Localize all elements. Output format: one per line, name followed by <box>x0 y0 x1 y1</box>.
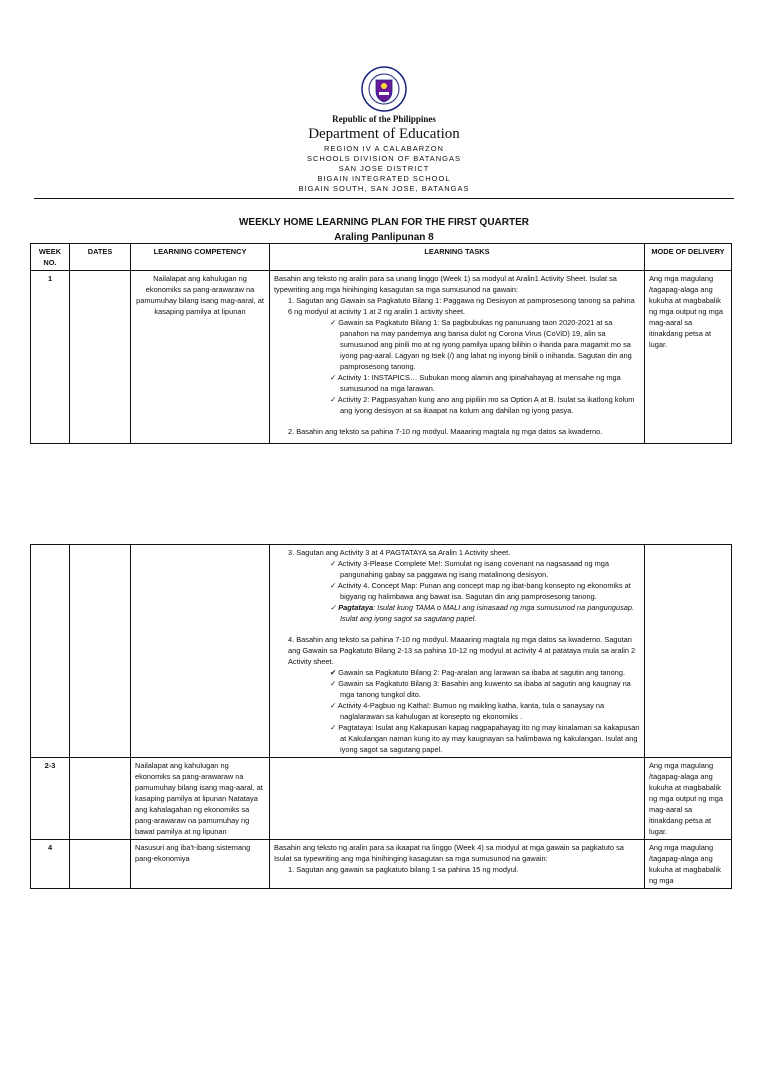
tasks-cell <box>270 271 645 444</box>
table-row <box>31 271 732 444</box>
subject-title: Araling Panlipunan 8 <box>334 232 434 243</box>
mode-cell: Ang mga magulang /tagapag-alaga ang kukuha at magbabalik ng mga output ng mga mag-aaral sa itinakdang petsa at lugar. <box>645 271 732 444</box>
department-name: Department of Education <box>308 126 460 142</box>
task-subitem: ✓ Pagtataya: Isulat kung TAMA o MALI ang isinasaad ng mga sumusunod na pangungusap. Isulat ang iyong sagot sa sagutang papel. <box>330 603 635 623</box>
header-divider <box>34 198 734 199</box>
mode-cell <box>645 545 732 758</box>
mode-cell: Ang mga magulang /tagapag-alaga ang kukuha at magbabalik ng mga <box>645 840 732 889</box>
week-cell: 1 <box>31 271 70 444</box>
page-gap <box>0 444 768 544</box>
col-tasks: LEARNING TASKS <box>270 244 645 271</box>
table-row <box>31 545 732 758</box>
week-cell: 4 <box>31 840 70 889</box>
learning-plan-table-2 <box>30 544 732 889</box>
table-header-row <box>31 244 732 271</box>
dates-cell <box>70 271 131 444</box>
task-intro: Basahin ang teksto ng aralin para sa ikaapat na linggo (Week 4) sa modyul at mga gawain sa pagkatuto sa Isulat sa typewriting ang mga hinihinging kasagutan sa mga sumusunod na gawain: <box>274 843 624 863</box>
learning-plan-table-1 <box>30 243 732 444</box>
tasks-cell <box>270 758 645 840</box>
region-line: REGION IV A CALABARZON <box>324 144 444 153</box>
competency-cell <box>131 545 270 758</box>
competency-cell: Nasusuri ang iba't-ibang sistemang pang-ekonomiya <box>131 840 270 889</box>
week-cell <box>31 545 70 758</box>
division-line: SCHOOLS DIVISION OF BATANGAS <box>307 154 461 163</box>
dates-cell <box>70 545 131 758</box>
task-subitem: ✓ Activity 1: INSTAPICS… Subukan mong alamin ang ipinahahayag at mensahe ng mga sumusunod na mga larawan. <box>330 373 621 393</box>
task-subitem: ✓ Pagtataya: Isulat ang Kakapusan kapag nagpapahayag ito ng may kinalaman sa kakapusan at Kakulangan naman kung ito ay may kaugnayan sa halimbawa ng kakulangan. Isulat ang iyong sagot sa sagutang papel. <box>330 723 640 754</box>
school-line: BIGAIN INTEGRATED SCHOOL <box>317 174 451 183</box>
task-item: 1. Sagutan ang Gawain sa Pagkatuto Bilang 1: Paggawa ng Desisyon at pamprosesong tanong sa pahina 6 ng modyul at activity 1 at 2 ng aralin 1 activity sheet. <box>288 296 635 316</box>
task-subitem: ✓ Activity 2: Pagpasyahan kung ano ang pipiliin mo sa Option A at B. Isulat sa ikatlong kolum ang iyong desisyon at sa ikaapat na kolum ang dahilan ng iyong pasya. <box>330 395 635 415</box>
task-subitem: ✓ Activity 4. Concept Map: Punan ang concept map ng ibat-bang konsepto ng ekonomiks at bigyang ng halimbawa ang bawat isa. Sagutan din ang pamprosesong tanong. <box>330 581 631 601</box>
task-item: 2. Basahin ang teksto sa pahina 7-10 ng modyul. Maaaring magtala ng mga datos sa kwaderno. <box>288 427 603 436</box>
tasks-cell <box>270 840 645 889</box>
col-mode: MODE OF DELIVERY <box>645 244 732 271</box>
task-item: 4. Basahin ang teksto sa pahina 7-10 ng modyul. Maaaring magtala ng mga datos sa kwaderno. Sagutan ang Gawain sa Pagkatuto Bilang 2-13 sa pahina 10-12 ng modyul at activity 4 at patataya mula sa aralin 2 Activity sheet. <box>288 635 636 666</box>
task-subitem: ✔ Gawain sa Pagkatuto Bilang 2: Pag-aralan ang larawan sa ibaba at sagutin ang tanong. <box>330 668 626 677</box>
address-line: BIGAIN SOUTH, SAN JOSE, BATANGAS <box>298 184 470 193</box>
task-subitem: ✓ Gawain sa Pagkatuto Bilang 3: Basahin ang kuwento sa ibaba at sagutin ang kaugnay na mga tanong tungkol dito. <box>330 679 631 699</box>
tasks-cell <box>270 545 645 758</box>
republic-line: Republic of the Philippines <box>332 114 436 124</box>
pagtataya-label: Pagtataya <box>338 603 374 612</box>
table-row <box>31 758 732 840</box>
task-item: 1. Sagutan ang gawain sa pagkatuto bilang 1 sa pahina 15 ng modyul. <box>288 865 519 874</box>
competency-cell: Nailalapat ang kahulugan ng ekonomiks sa pang-arawaraw na pamumuhay bilang isang mag-aaral, at kasaping pamilya at lipunan <box>131 271 270 444</box>
dates-cell <box>70 758 131 840</box>
task-subitem: ✓ Activity 4-Pagbuo ng Katha!: Bumuo ng maikling katha, kanta, tula o sanaysay na naglalarawan sa kahulugan at konsepto ng ekonomiks . <box>330 701 605 721</box>
dates-cell <box>70 840 131 889</box>
table-row <box>31 840 732 889</box>
pagtataya-text: : Isulat kung TAMA o MALI ang isinasaad ng mga sumusunod na pangungusap. Isulat ang iyong sagot sa sagutang papel. <box>340 603 635 623</box>
deped-seal-icon <box>361 66 407 112</box>
task-subitem: ✓ Gawain sa Pagkatuto Bilang 1: Sa pagbubukas ng panuruang taon 2020-2021 at sa panahon na may pandemya ang bansa dulot ng Corona Virus (CoViD) 19, alin sa sumusunod ang pinili mo at ng iyong pamilya upang bilihin o ihanda para magamit mo sa iyong pag-aaral. Lagyan ng tsek (/) ang lahat ng inyong binili o inihanda. Sagutan din ang pamprosesong tanong. <box>330 318 632 371</box>
competency-cell: Nailalapat ang kahulugan ng ekonomiks sa pang-arawaraw na pamumuhay bilang isang mag-aaral, at kasaping pamilya at lipunan Natataya ang kahalagahan ng ekonomiks sa pang-arawaraw na pamumuhay ng bawat pamilya at ng lipunan <box>131 758 270 840</box>
district-line: SAN JOSE DISTRICT <box>338 164 430 173</box>
task-subitem: ✓ Activity 3-Please Complete Me!: Sumulat ng isang covenant na nagsasaad ng mga pangunahing gabay sa paggawa ng isang matalinong desisyon. <box>330 559 609 579</box>
col-week: WEEK NO. <box>31 244 70 271</box>
task-intro: Basahin ang teksto ng aralin para sa unang linggo (Week 1) sa modyul at Aralin1 Activity Sheet. Isulat sa typewriting ang mga hinihinging kasagutan sa mga sumusunod na gawain: <box>274 274 617 294</box>
letterhead <box>0 66 768 194</box>
task-item: 3. Sagutan ang Activity 3 at 4 PAGTATAYA sa Aralin 1 Activity sheet. <box>288 548 511 557</box>
col-dates: DATES <box>70 244 131 271</box>
week-cell: 2-3 <box>31 758 70 840</box>
col-competency: LEARNING COMPETENCY <box>131 244 270 271</box>
mode-cell: Ang mga magulang /tagapag-alaga ang kukuha at magbabalik ng mga output ng mga mag-aaral sa itinakdang petsa at lugar. <box>645 758 732 840</box>
plan-title: WEEKLY HOME LEARNING PLAN FOR THE FIRST QUARTER <box>238 217 529 228</box>
